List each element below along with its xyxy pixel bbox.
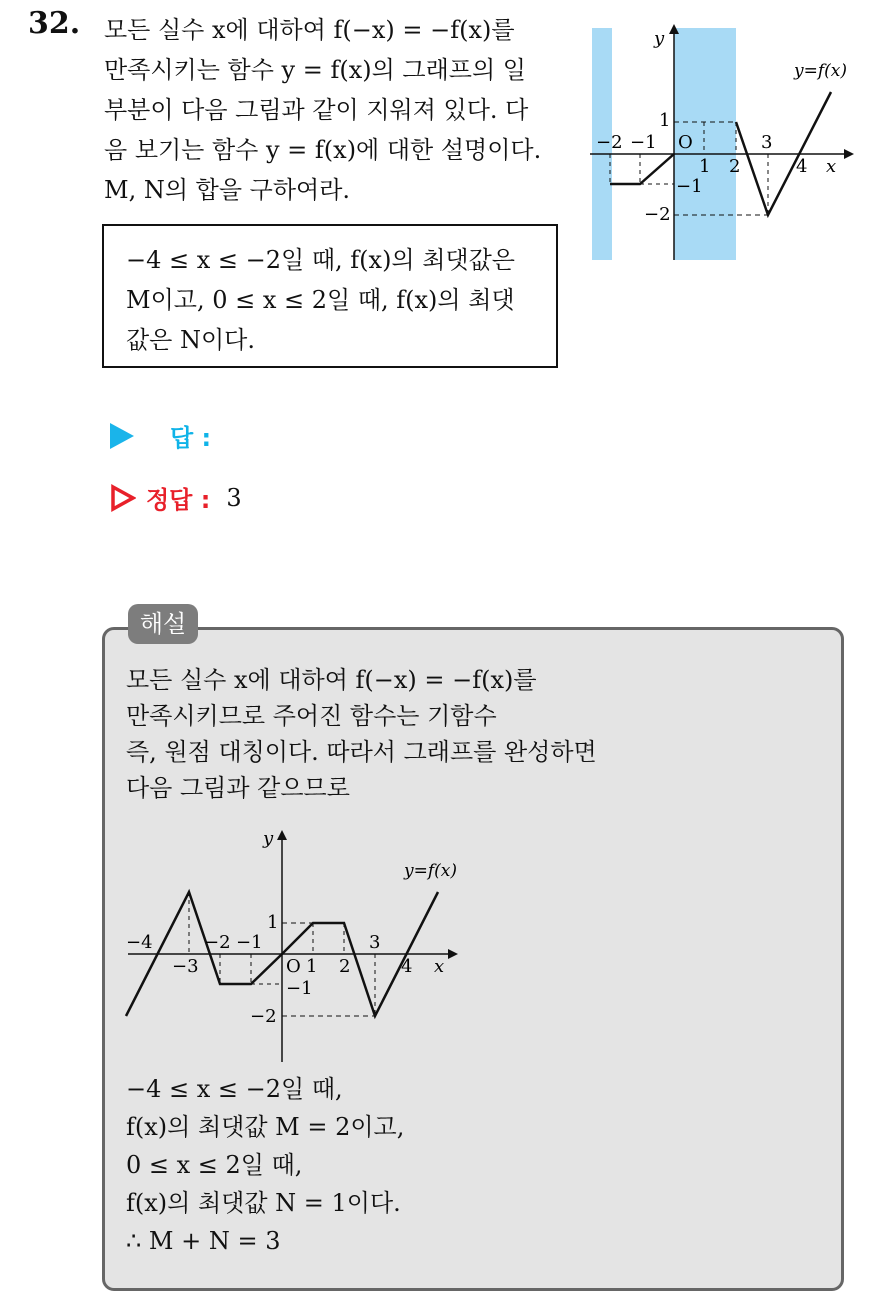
curve-label: y=f(x) — [794, 61, 847, 81]
play-arrow-icon — [110, 423, 134, 449]
solution-conclusion — [126, 1070, 404, 1260]
question-text — [104, 10, 574, 210]
question-number: 32. — [28, 6, 81, 41]
correct-answer-value: 3 — [226, 483, 242, 512]
x-tick-label: −3 — [172, 956, 199, 977]
curve-label: y=f(x) — [404, 861, 457, 881]
answer-row — [110, 418, 211, 453]
question-line: 부분이 다음 그림과 같이 지워져 있다. 다 — [104, 96, 529, 124]
solution-line: 모든 실수 x에 대하여 f(−x) = −f(x)를 — [126, 666, 537, 694]
x-axis-label: x — [434, 956, 445, 977]
graph-curve — [610, 154, 674, 184]
correct-answer-label: 정답 : — [146, 486, 211, 514]
x-tick-label: −4 — [126, 932, 153, 953]
y-tick-label: 1 — [267, 912, 279, 933]
question-line: M, N의 합을 구하여라. — [104, 176, 351, 204]
y-axis-label: y — [654, 28, 665, 49]
solution-line: ∴ M + N = 3 — [126, 1227, 281, 1255]
x-axis-label: x — [826, 156, 837, 177]
condition-box — [102, 224, 558, 368]
solution-line: 만족시키므로 주어진 함수는 기함수 — [126, 702, 497, 730]
condition-line: 값은 N이다. — [126, 326, 255, 354]
solution-graph — [120, 822, 480, 1066]
solution-line: f(x)의 최댓값 M = 2이고, — [126, 1113, 405, 1141]
x-tick-label: 1 — [306, 956, 318, 977]
y-tick-label: −2 — [644, 204, 671, 225]
solution-line: f(x)의 최댓값 N = 1이다. — [126, 1189, 401, 1217]
x-tick-label: 1 — [699, 156, 711, 177]
question-line: 만족시키는 함수 y = f(x)의 그래프의 일 — [104, 56, 526, 84]
y-tick-label: −1 — [676, 176, 703, 197]
x-tick-label: 4 — [796, 156, 808, 177]
x-tick-label: −1 — [236, 932, 263, 953]
x-tick-label: 4 — [401, 956, 413, 977]
x-tick-label: −1 — [630, 132, 657, 153]
origin-label: O — [678, 132, 693, 153]
y-tick-label: 1 — [659, 110, 671, 131]
x-tick-label: −2 — [204, 932, 231, 953]
correct-answer-row — [110, 480, 242, 515]
x-tick-label: 2 — [729, 156, 741, 177]
condition-line: −4 ≤ x ≤ −2일 때, f(x)의 최댓값은 — [126, 246, 515, 274]
x-tick-label: 3 — [761, 132, 773, 153]
solution-line: 즉, 원점 대칭이다. 따라서 그래프를 완성하면 — [126, 738, 597, 766]
solution-tag: 해설 — [128, 604, 198, 644]
x-tick-label: −2 — [596, 132, 623, 153]
solution-line: 0 ≤ x ≤ 2일 때, — [126, 1151, 303, 1179]
solution-line: −4 ≤ x ≤ −2일 때, — [126, 1075, 343, 1103]
solution-intro — [126, 662, 597, 806]
condition-line: M이고, 0 ≤ x ≤ 2일 때, f(x)의 최댓 — [126, 286, 515, 314]
y-tick-label: −1 — [286, 978, 313, 999]
question-line: 음 보기는 함수 y = f(x)에 대한 설명이다. — [104, 136, 542, 164]
y-tick-label: −2 — [250, 1006, 277, 1027]
question-line: 모든 실수 x에 대하여 f(−x) = −f(x)를 — [104, 16, 515, 44]
x-tick-label: 3 — [369, 932, 381, 953]
solution-line: 다음 그림과 같으므로 — [126, 774, 350, 802]
y-axis-label: y — [263, 828, 274, 849]
x-tick-label: 2 — [339, 956, 351, 977]
origin-label: O — [286, 956, 301, 977]
answer-label: 답 : — [170, 424, 212, 452]
outline-arrow-icon — [110, 484, 136, 512]
problem-graph — [588, 18, 864, 268]
